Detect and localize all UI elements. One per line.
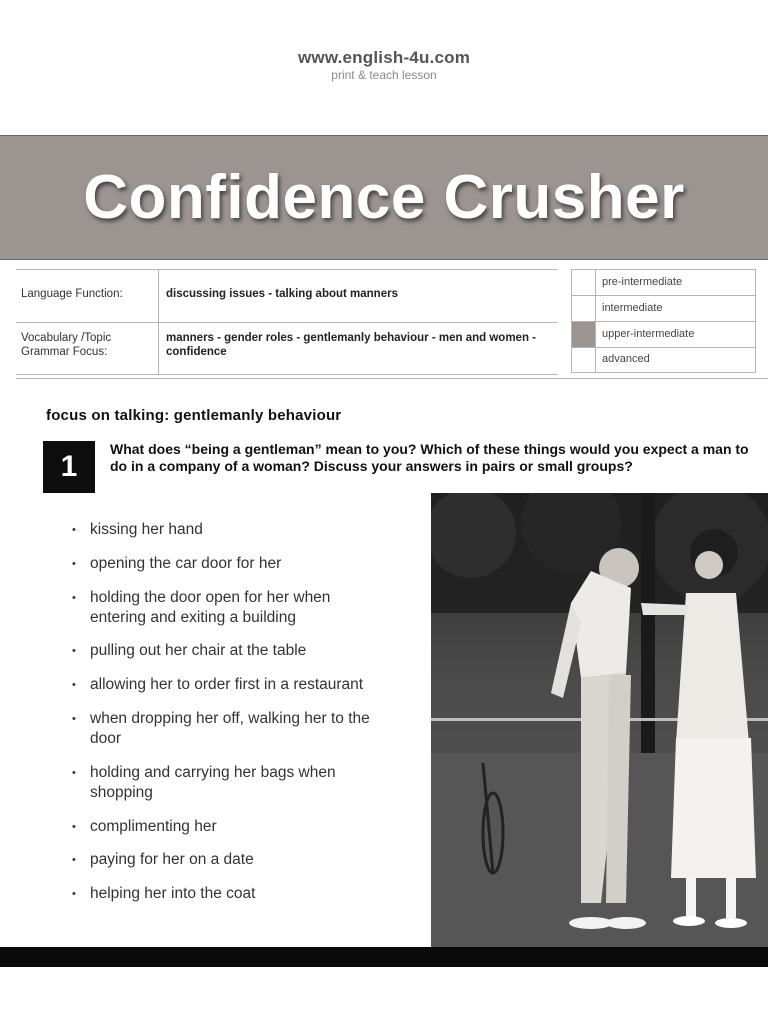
level-label: intermediate <box>602 302 663 314</box>
list-item <box>70 884 390 904</box>
list-item <box>70 520 390 540</box>
bullet-icon: • <box>72 679 76 692</box>
info-label: Language Function: <box>21 288 123 300</box>
list-item <box>70 641 390 661</box>
site-subtitle: print & teach lesson <box>331 68 437 82</box>
level-checkbox <box>572 296 596 321</box>
section-heading: focus on talking: gentlemanly behaviour <box>46 407 342 424</box>
list-item-text: paying for her on a date <box>90 851 254 869</box>
list-item-text: holding and carrying her bags when shopping <box>90 763 336 801</box>
level-row <box>572 270 755 295</box>
bullet-list <box>70 520 390 918</box>
list-item <box>70 554 390 574</box>
bullet-icon: • <box>72 524 76 536</box>
list-item <box>70 709 390 749</box>
column-divider <box>158 270 159 374</box>
divider <box>16 378 768 379</box>
info-row-language-function <box>16 270 558 323</box>
exercise-number: 1 <box>43 441 95 493</box>
list-item <box>70 763 390 803</box>
list-item <box>70 817 390 837</box>
info-value: manners - gender roles - gentlemanly behaviour - men and women - confidence <box>166 332 536 358</box>
exercise-question: What does “being a gentleman” mean to you? Which of these things would you expect a man to do in a company of a woman? Discuss your answers in pairs or small groups? <box>110 441 749 474</box>
bullet-icon: • <box>72 854 76 867</box>
level-label: advanced <box>602 353 650 365</box>
list-item-text: helping her into the coat <box>90 885 256 903</box>
info-value: discussing issues - talking about manners <box>166 288 398 300</box>
page-title: Confidence Crusher <box>83 163 685 232</box>
list-item <box>70 850 390 870</box>
bullet-icon: • <box>72 645 76 658</box>
level-row <box>572 347 755 372</box>
list-item-text: kissing her hand <box>90 521 203 538</box>
level-checkbox <box>572 270 596 295</box>
list-item <box>70 675 390 695</box>
vintage-photo <box>431 493 768 949</box>
list-item <box>70 588 390 628</box>
level-label: pre-intermediate <box>602 276 683 288</box>
bullet-icon: • <box>72 766 76 779</box>
level-row <box>572 322 755 347</box>
info-row-vocabulary <box>16 322 558 374</box>
bullet-icon: • <box>72 888 76 901</box>
bullet-icon: • <box>72 591 76 604</box>
list-item-text: allowing her to order first in a restaurant <box>90 676 364 694</box>
level-label: upper-intermediate <box>602 328 695 340</box>
list-item-text: pulling out her chair at the table <box>90 642 307 660</box>
site-url: www.english-4u.com <box>297 48 471 67</box>
list-item-text: opening the car door for her <box>90 554 282 572</box>
level-table <box>571 269 756 373</box>
bullet-icon: • <box>72 712 76 725</box>
title-banner <box>0 135 768 260</box>
footer-bar <box>0 947 768 967</box>
lesson-info-table <box>16 269 558 375</box>
list-item-text: when dropping her off, walking her to the door <box>90 709 370 747</box>
list-item-text: complimenting her <box>90 817 217 835</box>
bullet-icon: • <box>72 820 76 833</box>
photo-illustration <box>431 493 768 949</box>
level-row <box>572 296 755 321</box>
level-checkbox-selected <box>572 322 596 347</box>
list-item-text: holding the door open for her when entering and exiting a building <box>90 588 331 626</box>
bullet-icon: • <box>72 557 76 570</box>
info-label: Vocabulary /Topic Grammar Focus: <box>21 332 112 358</box>
level-checkbox <box>572 347 596 372</box>
